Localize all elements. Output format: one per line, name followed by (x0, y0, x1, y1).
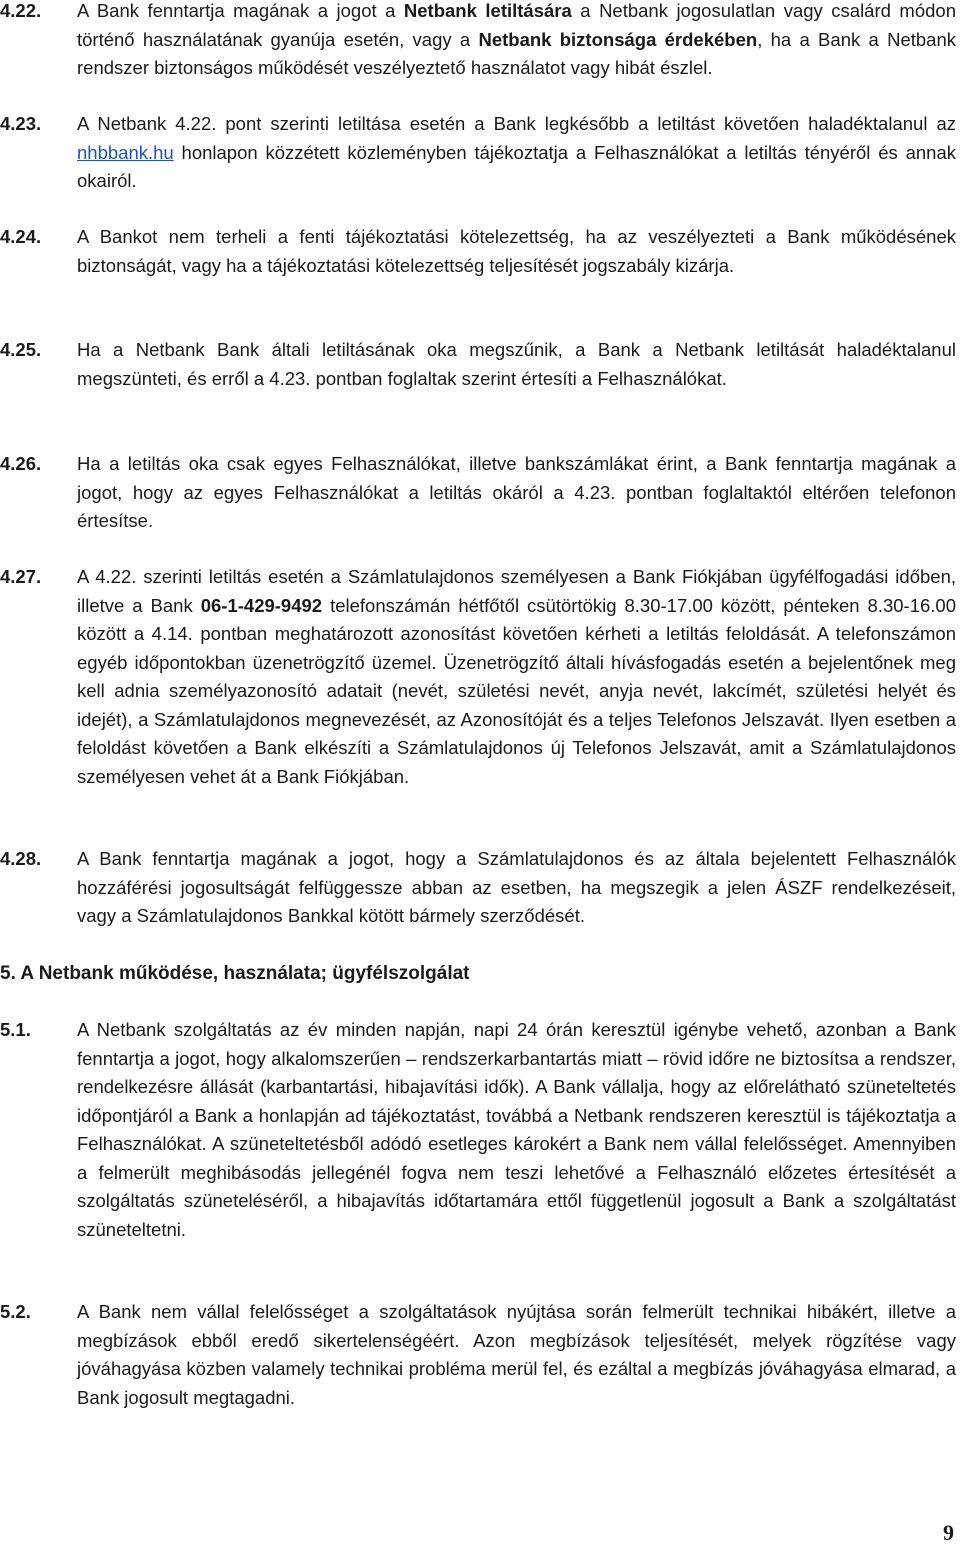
section-5-1 (0, 1016, 958, 1244)
nhbbank-link[interactable]: nhbbank.hu (77, 141, 174, 163)
section-text: Ha a Netbank Bank általi letiltásának oka megszűnik, a Bank a Netbank letiltását haladéktalanul megszünteti, és erről a 4.23. pontban foglaltak szerint értesíti a Felhasználókat. (77, 339, 956, 389)
text-run: A Netbank 4.22. pont szerinti letiltása esetén a Bank legkésőbb a letiltást követően haladéktalanul az (77, 113, 956, 134)
section-number: 4.27. (0, 566, 42, 587)
section-number: 5.2. (0, 1301, 31, 1322)
section-4-26 (0, 450, 958, 536)
section-text: A Bank nem vállal felelősséget a szolgáltatások nyújtása során felmerült technikai hibákért, illetve a megbízások ebből eredő sikertelenségéért. Azon megbízások teljesítését, melyek rögzítése vagy jóváhagyása közben valamely technikai probléma merül fel, és ezáltal a megbízás jóváhagyása elmarad, a Bank jogosult megtagadni. (77, 1301, 956, 1408)
bold-text: Netbank letiltására (403, 0, 572, 21)
section-number: 4.22. (0, 0, 42, 21)
text-run: , ha a Bank a Netbank rendszer biztonságos működését veszélyeztető használatot vagy hibát észlel. (77, 28, 956, 78)
section-text (77, 0, 956, 83)
section-text (77, 563, 956, 791)
text-run: A 4.22. szerinti letiltás esetén a Számlatulajdonos személyesen a Bank Fiókjában ügyfélfogadási időben, illetve a Bank (77, 566, 956, 616)
section-text: A Netbank szolgáltatás az év minden napján, napi 24 órán keresztül igénybe vehető, azonban a Bank fenntartja a jogot, hogy alkalomszerűen – rendszerkarbantartás miatt – rövid időre ne biztosítsa a rendszer, rendelkezésre állását (karbantartási, hibajavítási idők). A Bank vállalja, hogy az előrelátható szüneteltetés időpontjáról a Bank a honlapján ad tájékoztatást, továbbá a Netbank rendszeren keresztül is tájékoztatja a Felhasználókat. A szüneteltetésből adódó esetleges károkért a Bank nem vállal felelősséget. Amennyiben a felmerült meghibásodás jellegénél fogva nem teszi lehetővé a Felhasználó előzetes értesítését a szolgáltatás szüneteléséről, a hibajavítás időtartamára ettől függetlenül jogosult a Bank a szolgáltatást szüneteltetni. (77, 1019, 956, 1240)
section-5-2 (0, 1298, 958, 1412)
section-text: A Bankot nem terheli a fenti tájékoztatási kötelezettség, ha az veszélyezteti a Bank működésének biztonságát, vagy ha a tájékoztatási kötelezettség teljesítését jogszabály kizárja. (77, 226, 956, 276)
section-number: 4.26. (0, 453, 42, 474)
text-run: honlapon közzétett közleményben tájékoztatja a Felhasználókat a letiltás tényéről és annak okairól. (77, 141, 956, 191)
section-4-28 (0, 845, 958, 931)
section-4-24 (0, 223, 958, 280)
phone-number: 06-1-429-9492 (200, 594, 323, 616)
section-text: Ha a letiltás oka csak egyes Felhasználókat, illetve bankszámlákat érint, a Bank fenntartja magának a jogot, hogy az egyes Felhasználókat a letiltás okáról a 4.23. pontban foglaltaktól eltérően telefonon értesítse. (77, 453, 956, 531)
chapter-heading: 5. A Netbank működése, használata; ügyfélszolgálat (0, 963, 470, 984)
bold-text: Netbank biztonsága érdekében (478, 28, 758, 50)
section-number: 4.28. (0, 848, 42, 869)
section-number: 4.25. (0, 339, 42, 360)
section-number: 4.24. (0, 226, 42, 247)
page-number: 9 (943, 1520, 954, 1545)
section-4-25 (0, 336, 958, 393)
section-number: 4.23. (0, 113, 42, 134)
section-4-27 (0, 563, 958, 791)
section-4-22 (0, 0, 958, 83)
text-run: A Bank fenntartja magának a jogot a (77, 0, 404, 21)
section-4-23 (0, 110, 958, 196)
text-run: a Netbank jogosulatlan vagy csalárd módon történő használatának gyanúja esetén, vagy a (77, 0, 956, 50)
section-text (77, 110, 956, 196)
section-text: A Bank fenntartja magának a jogot, hogy a Számlatulajdonos és az általa bejelentett Felhasználók hozzáférési jogosultságát felfüggessze abban az esetben, ha megszegik a jelen ÁSZF rendelkezéseit, vagy a Számlatulajdonos Bankkal kötött bármely szerződését. (77, 848, 956, 926)
section-number: 5.1. (0, 1019, 31, 1040)
text-run: telefonszámán hétfőtől csütörtökig 8.30-17.00 között, pénteken 8.30-16.00 között a 4.14. pontban meghatározott azonosítást követően kérheti a letiltás feloldását. A telefonszámon egyéb időpontokban üzenetrögzítő üzemel. Üzenetrögzítő általi hívásfogadás esetén a bejelentőnek meg kell adnia személyazonosító adatait (nevét, születési nevét, anyja nevét, lakcímét, születési helyét és idejét), a Számlatulajdonos megnevezését, az Azonosítóját és a teljes Telefonos Jelszavát. Ilyen esetben a feloldást követően a Bank elkészíti a Számlatulajdonos új Telefonos Jelszavát, amit a Számlatulajdonos személyesen vehet át a Bank Fiókjában. (77, 594, 956, 787)
